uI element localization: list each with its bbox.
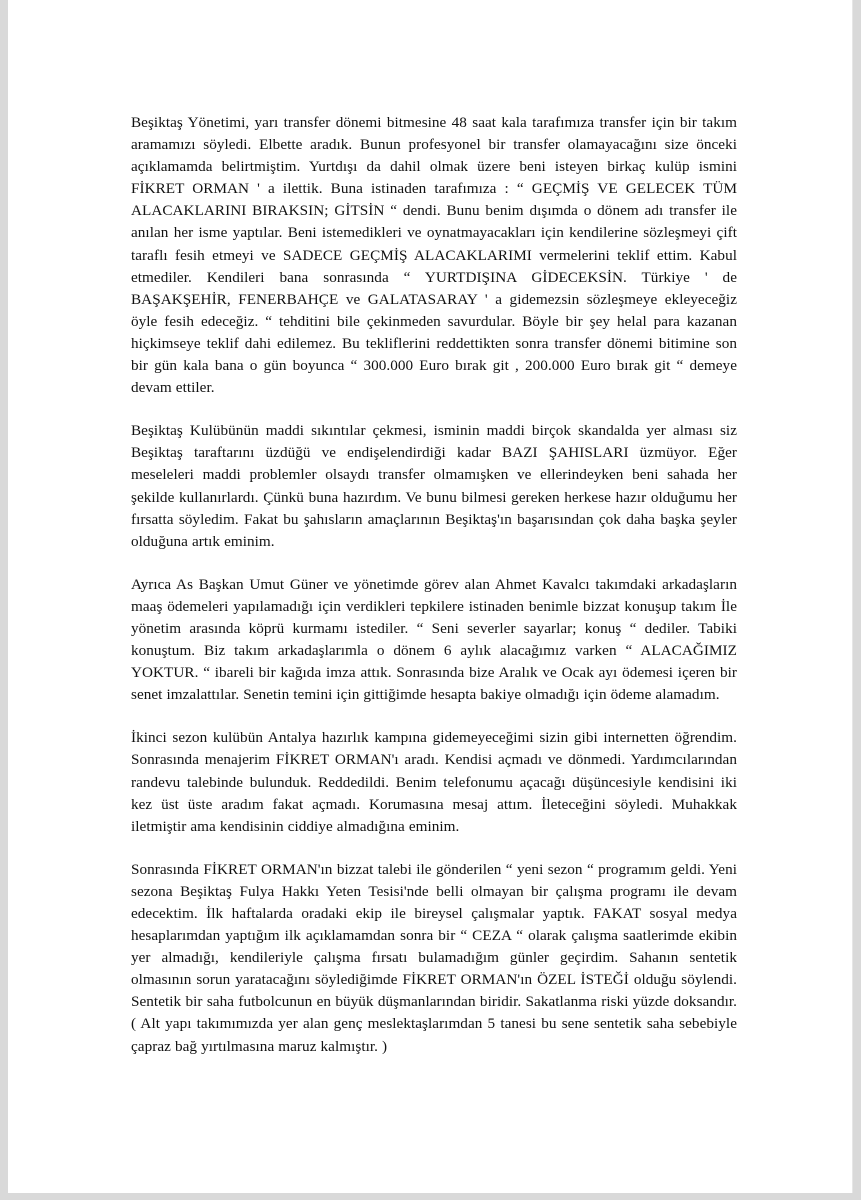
paragraph-1: Beşiktaş Yönetimi, yarı transfer dönemi bitmesine 48 saat kala tarafımıza transfer için bir takım aramamızı söyledi. Elbette aradık. Bunun profesyonel bir transfer olamayacağını size önceki açıklamamda belirtmiştim. Yurtdışı da dahil olmak üzere beni isteyen birkaç kulüp ismini FİKRET ORMAN ' a ilettik. Buna istinaden tarafımıza : “ GEÇMİŞ VE GELECEK TÜM ALACAKLARINI BIRAKSIN; GİTSİN “ dendi. Bunu benim dışımda o dönem adı transfer ile anılan her isme yaptılar. Beni istemedikleri ve oynatmayacakları için kendilerine sözleşmeyi çift taraflı fesih etmeyi ve SADECE GEÇMİŞ ALACAKLARIMI vermelerini teklif ettim. Kabul etmediler. Kendileri bana sonrasında “ YURTDIŞINA GİDECEKSİN. Türkiye ' de BAŞAKŞEHİR, FENERBAHÇE ve GALATASARAY ' a gidemezsin sözleşmeye ekleyeceğiz öyle fesih edeceğiz. “ tehditini bile çekinmeden savurdular. Böyle bir şey helal para kazanan hiçkimseye teklif dahi edilemez. Bu tekliflerini reddettikten sonra transfer dönemi bitimine son bir gün kala bana o gün boyunca “ 300.000 Euro bırak git , 200.000 Euro bırak git “ demeye devam ettiler. [131, 114, 737, 397]
paragraph-5: Sonrasında FİKRET ORMAN'ın bizzat talebi ile gönderilen “ yeni sezon “ programım geldi. Yeni sezona Beşiktaş Fulya Hakkı Yeten Tesisi'nde belli olmayan bir çalışma programı ile devam edecektim. İlk haftalarda oradaki ekip ile bireysel çalışmalar yaptık. FAKAT sosyal medya hesaplarımdan yaptığım ilk açıklamamdan sonra bir “ CEZA “ olarak çalışma saatlerimde ekibin yer almadığı, kendileriyle çalışma fırsatı bulamadığım günler geçirdim. Sahanın sentetik olmasının sorun yaratacağını söylediğimde FİKRET ORMAN'ın ÖZEL İSTEĞİ olduğu söylendi. Sentetik bir saha futbolcunun en büyük düşmanlarından biridir. Sakatlanma riski yüzde doksandır.( Alt yapı takımımızda yer alan genç meslektaşlarımdan 5 tanesi bu sene sentetik saha sebebiyle çapraz bağ yırtılmasına maruz kalmıştır. ) [131, 860, 737, 1055]
paragraph-2: Beşiktaş Kulübünün maddi sıkıntılar çekmesi, isminin maddi birçok skandalda yer alması siz Beşiktaş taraftarını üzdüğü ve endişelendirdiği kadar BAZI ŞAHISLARI üzmüyor. Eğer meseleleri maddi problemler olsaydı transfer olmamışken ve ellerindeyken beni sahada her şekilde kullanırlardı. Çünkü buna hazırdım. Ve bunu bilmesi gereken herkese hazır olduğumu her fırsatta söyledim. Fakat bu şahısların amaçlarının Beşiktaş'ın başarısından çok daha başka şeyler olduğuna artık eminim. [131, 422, 737, 550]
document-body [131, 112, 737, 1058]
paragraph-3: Ayrıca As Başkan Umut Güner ve yönetimde görev alan Ahmet Kavalcı takımdaki arkadaşların maaş ödemeleri yapılamadığı için verdikleri tepkilere istinaden benimle bizzat konuşup takım İle yönetim arasında köprü kurmamı istediler. “ Seni severler sayarlar; konuş “ dediler. Tabiki konuştum. Biz takım arkadaşlarımla o dönem 6 aylık alacağımız varken “ ALACAĞIMIZ YOKTUR. “ ibareli bir kağıda imza attık. Sonrasında bize Aralık ve Ocak ayı ödemesi içeren bir senet imzalattılar. Senetin temini için gittiğimde hesapta bakiye olmadığı için ödeme alamadım. [131, 575, 737, 704]
document-page [8, 0, 853, 1193]
paragraph-4: İkinci sezon kulübün Antalya hazırlık kampına gidemeyeceğimi sizin gibi internetten öğrendim. Sonrasında menajerim FİKRET ORMAN'ı aradı. Kendisi açmadı ve dönmedi. Yardımcılarından randevu talebinde bulunduk. Reddedildi. Benim telefonumu açacağı düşüncesiyle kendisini iki kez üst üste aradım fakat açmadı. Korumasına mesaj attım. İleteceğini söyledi. Muhakkak iletmiştir ama kendisinin ciddiye almadığına eminim. [131, 729, 737, 835]
